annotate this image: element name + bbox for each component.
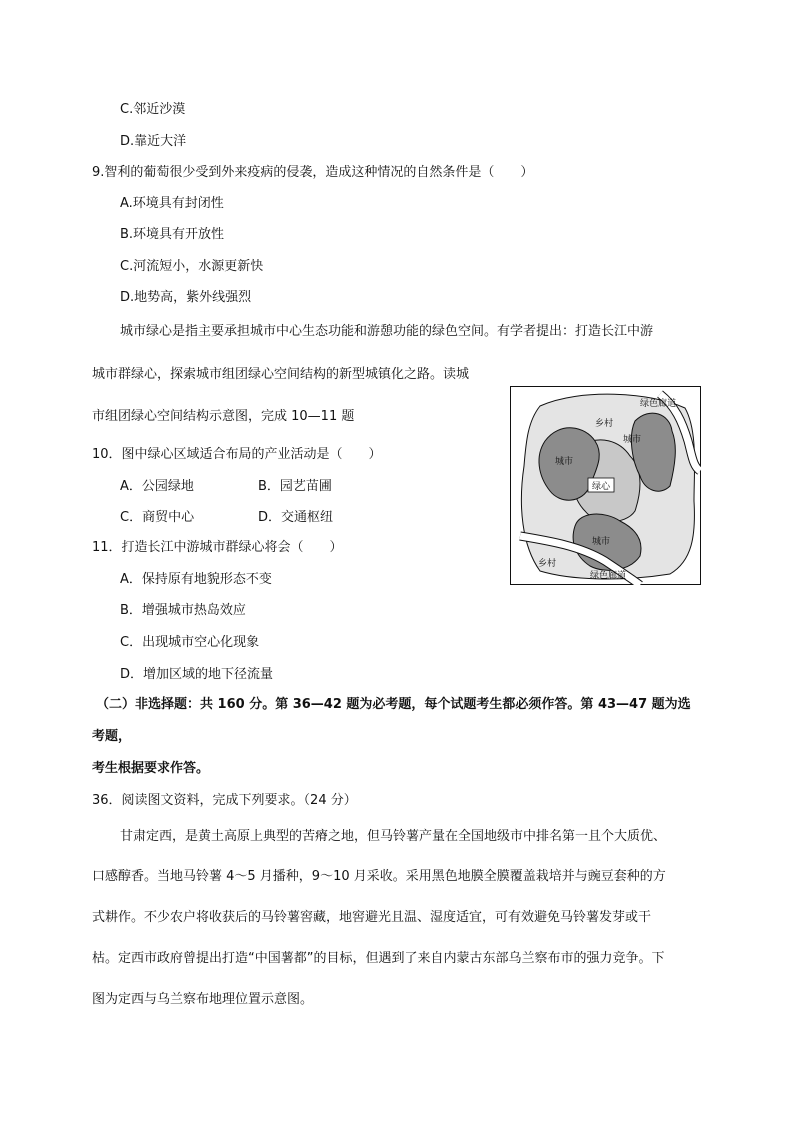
section2-line-3: 考生根据要求作答。 [92,761,210,776]
q9-option-c: C.河流短小，水源更新快 [120,259,264,274]
q11-option-b: B．增强城市热岛效应 [120,603,246,618]
q9-stem: 9.智利的葡萄很少受到外来疫病的侵袭，造成这种情况的自然条件是（ ） [92,165,534,180]
label-greenway-bottom: 绿色廊道 [590,571,627,581]
q11-option-c: C．出现城市空心化现象 [120,635,260,650]
section2-line-2: 考题， [92,729,132,744]
q36-para-line-1: 甘肃定西，是黄土高原上典型的苦瘠之地，但马铃薯产量在全国地级市中排名第一且个大质优、 [120,829,667,844]
diagram-svg [510,386,701,585]
label-greenway-top: 绿色廊道 [640,399,677,409]
q36-para-line-5: 图为定西与乌兰察布地理位置示意图。 [92,992,314,1007]
q11-option-a: A．保持原有地貌形态不变 [120,572,272,587]
green-heart-structure-diagram [510,386,701,585]
q10-stem: 10．图中绿心区域适合布局的产业活动是（ ） [92,447,382,462]
label-village-bottom: 乡村 [538,559,557,569]
passage-line-3: 市组团绿心空间结构示意图，完成 10—11 题 [92,409,355,424]
q10-option-b: B．园艺苗圃 [258,479,332,494]
q10-option-a: A．公园绿地 [120,479,194,494]
q8-option-c: C.邻近沙漠 [120,102,186,117]
label-city-bottom: 城市 [592,537,611,547]
section2-line-1: （二）非选择题：共 160 分。第 36—42 题为必考题，每个试题考生都必须作答。第 43—47 题为选 [96,697,691,712]
q10-option-d: D．交通枢纽 [258,510,334,525]
q8-option-d: D.靠近大洋 [120,134,187,149]
q36-para-line-2: 口感醇香。当地马铃薯 4～5 月播种，9～10 月采收。采用黑色地膜全膜覆盖栽培并与豌豆套种的方 [92,869,666,884]
passage-line-1: 城市绿心是指主要承担城市中心生态功能和游憩功能的绿色空间。有学者提出：打造长江中游 [120,324,654,339]
q9-option-b: B.环境具有开放性 [120,227,225,242]
q36-para-line-3: 式耕作。不少农户将收获后的马铃薯窖藏，地窖避光且温、湿度适宜，可有效避免马铃薯发芽或干 [92,910,652,925]
q36-stem: 36．阅读图文资料，完成下列要求。（24 分） [92,793,357,808]
label-green-heart: 绿心 [592,482,611,492]
q10-option-c: C．商贸中心 [120,510,195,525]
q9-option-d: D.地势高，紫外线强烈 [120,290,252,305]
label-village-top: 乡村 [595,419,614,429]
passage-line-2: 城市群绿心，探索城市组团绿心空间结构的新型城镇化之路。读城 [92,367,470,382]
q11-option-d: D．增加区域的地下径流量 [120,667,274,682]
label-city-right: 城市 [623,435,642,445]
q9-option-a: A.环境具有封闭性 [120,196,224,211]
label-city-left: 城市 [555,457,574,467]
q11-stem: 11．打造长江中游城市群绿心将会（ ） [92,540,343,555]
q36-para-line-4: 枯。定西市政府曾提出打造“中国薯都”的目标，但遇到了来自内蒙古东部乌兰察布市的强力竞争。下 [92,951,665,966]
